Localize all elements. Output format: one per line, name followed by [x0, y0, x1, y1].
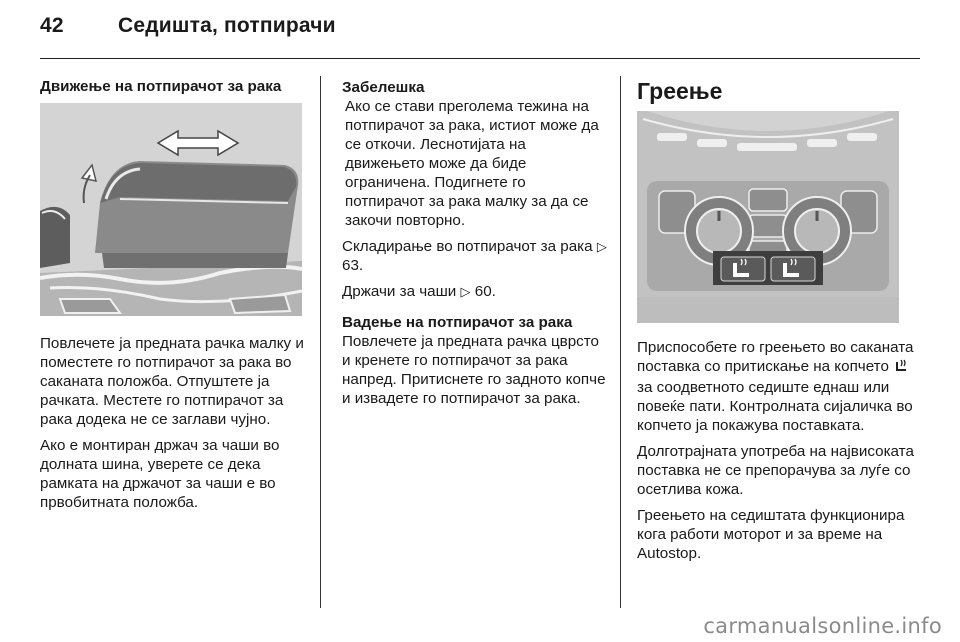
column-1-text	[40, 334, 312, 519]
heating-paragraph-2: Долготрајната употреба на највисоката поставка не се препорачува за луѓе со осетлива кожа.	[637, 443, 914, 498]
storage-ref-page: 63.	[342, 257, 364, 274]
page-title: Седишта, потпирачи	[118, 14, 336, 37]
cupholder-reference	[342, 282, 608, 301]
column-divider-1	[320, 76, 321, 608]
removal-text: Повлечете ја предната рачка цврсто и кренете го потпирачот за рака напред. Притиснете го задното копче и извадете го потпирачот за рака.	[342, 333, 606, 407]
header-rule	[40, 58, 920, 59]
cupholder-text: Држачи за чаши	[342, 283, 457, 300]
storage-reference	[342, 237, 608, 275]
armrest-paragraph-1: Повлечете ја предната рачка малку и поместете го потпирачот за рака во саканата положба. Отпуштете ја рачката. Местете го потпирачот за рака додека не се заглави чујно.	[40, 335, 304, 428]
armrest-movement-heading: Движење на потпирачот за рака	[40, 78, 282, 95]
heating-paragraph-1-end: за соодветното седиште еднаш или повеќе пати. Контролната сијаличка во копчето ја покажува поставката.	[637, 379, 913, 434]
column-3	[637, 78, 919, 104]
cupholder-ref-page: 60.	[474, 283, 496, 300]
page-number: 42	[40, 14, 64, 37]
storage-text: Складирање во потпирачот за рака	[342, 238, 593, 255]
column-2	[342, 78, 608, 415]
note-heading: Забелешка	[342, 79, 425, 96]
arrow-ref-icon: ▷	[596, 239, 607, 254]
heating-controls-illustration	[637, 111, 899, 323]
armrest-illustration	[40, 103, 302, 316]
heating-paragraph-1	[637, 338, 919, 435]
column-divider-2	[620, 76, 621, 608]
watermark: carmanualsonline.info	[703, 614, 942, 638]
seat-heat-button-right	[771, 257, 815, 281]
arrow-ref-icon: ▷	[460, 284, 471, 299]
column-1	[40, 77, 312, 96]
heating-heading: Греење	[637, 78, 723, 104]
removal-heading: Вадење на потпирачот за рака	[342, 314, 573, 331]
seat-heat-icon	[893, 357, 909, 378]
heating-controls-figure	[637, 111, 899, 323]
heating-paragraph-3: Греењето на седиштата функционира кога работи моторот и за време на Autostop.	[637, 507, 905, 562]
seat-heat-button-left	[721, 257, 765, 281]
armrest-paragraph-2: Ако е монтиран држач за чаши во долната шина, уверете се дека рамката на држачот за чаши е во првобитната положба.	[40, 437, 280, 511]
armrest-figure	[40, 103, 302, 316]
heating-paragraph-1-start: Приспособете го греењето во саканата поставка со притискање на копчето	[637, 339, 914, 375]
column-3-text	[637, 338, 919, 570]
page-header	[40, 14, 336, 38]
note-text: Ако се стави преголема тежина на потпирачот за рака, истиот може да се откочи. Леснотијата на движењето може да биде ограничена. Подигнете го потпирачот за рака малку за да се закочи повторно.	[345, 98, 599, 229]
